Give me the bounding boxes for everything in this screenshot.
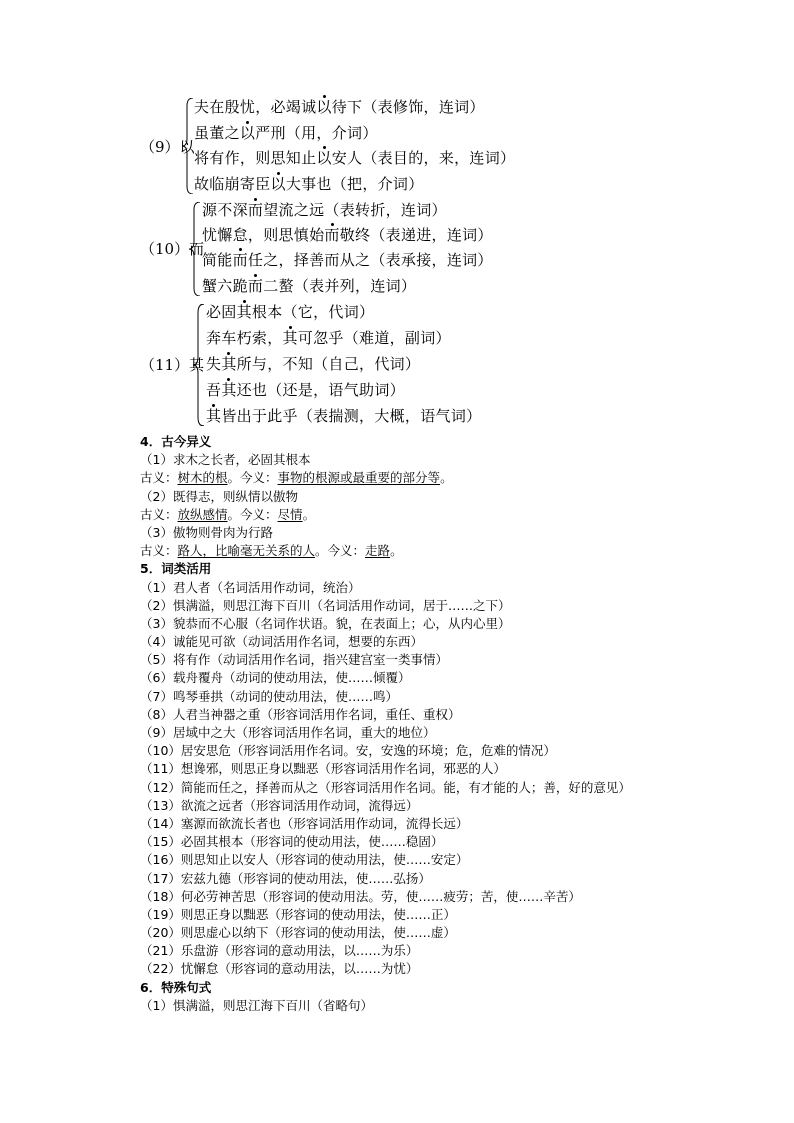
emphasis-mark: 而 [232, 251, 248, 269]
curly-brace-icon [193, 304, 205, 426]
list-item: （19）则思正身以黜恶（形容词的使动用法，使……正） [140, 906, 456, 922]
usage-line: 源不深而望流之远（表转折，连词） [202, 201, 447, 219]
list-item: （6）载舟覆舟（动词的使动用法，使……倾覆） [140, 670, 411, 686]
ancient-meaning: 路人，比喻毫无关系的人 [177, 543, 316, 559]
usage-line: 忧懈怠，则思慎始而敬终（表递进，连词） [202, 226, 493, 244]
list-item: （13）欲流之远者（形容词活用作动词，流得远） [140, 797, 419, 813]
group-label: （9）以 [140, 138, 195, 156]
emphasis-mark: 而 [324, 226, 340, 244]
usage-line: 夫在殷忧，必竭诚以待下（表修饰，连词） [194, 98, 485, 116]
list-item: （7）鸣琴垂拱（动词的使动用法，使……鸣） [140, 688, 398, 704]
emphasis-mark: 而 [247, 277, 264, 295]
list-item: （22）忧懈怠（形容词的意动用法，以……为忧） [140, 961, 419, 977]
ancient-meaning: 放纵感情 [177, 506, 228, 522]
section-heading-ancient-modern: 4．古今异义 [140, 434, 212, 449]
usage-line: 故临崩寄臣以大事也（把，介词） [194, 175, 424, 193]
section-heading-special-sentences: 6．特殊句式 [140, 979, 212, 995]
usage-line: 简能而任之，择善而从之（表承接，连词） [202, 251, 493, 269]
modern-meaning: 事物的根源或最重要的部分等 [277, 470, 441, 486]
meaning-line: 古义：路人，比喻毫无关系的人。今义：走路。 [140, 543, 403, 559]
list-item: （16）则思知止以安人（形容词的使动用法，使……安定） [140, 852, 469, 868]
list-item: （20）则思虚心以纳下（形容词的使动用法，使……虚） [140, 925, 456, 941]
usage-group-qi [0, 302, 794, 432]
usage-line: 必固其根本（它，代词） [206, 303, 375, 321]
list-item: （1）惧满溢，则思江海下百川（省略句） [140, 997, 373, 1013]
list-item: （4）诚能见可欲（动词活用作名词，想要的东西） [140, 634, 423, 650]
ancient-meaning: 树木的根 [177, 470, 228, 486]
prose-sections [140, 433, 780, 1015]
usage-line: 奔车朽索，其可忽乎（难道，副词） [206, 329, 451, 347]
list-item: （15）必固其根本（形容词的使动用法，使……稳固） [140, 834, 444, 850]
emphasis-mark: 其 [221, 381, 237, 399]
section-heading-word-class: 5．词类活用 [140, 561, 212, 577]
list-item: （5）将有作（动词活用作名词，指兴建宫室一类事情） [140, 652, 448, 668]
group-label: （10）而 [140, 240, 205, 258]
group-label: （11）其 [140, 356, 205, 374]
emphasis-mark: 其 [236, 303, 252, 321]
curly-brace-icon [182, 98, 194, 194]
list-item: （21）乐盘游（形容词的意动用法，以……为乐） [140, 943, 419, 959]
example-sentence: （2）既得志，则纵情以傲物 [140, 488, 298, 504]
list-item: （3）貌恭而不心服（名词作状语。貌，在表面上；心，从内心里） [140, 615, 511, 631]
curly-brace-icon [189, 202, 201, 296]
meaning-line: 古义：放纵感情。今义：尽情。 [140, 506, 316, 522]
emphasis-mark: 而 [247, 201, 264, 219]
list-item: （18）何必劳神苦思（形容词的使动用法。劳，使……疲劳；苦，使……辛苦） [140, 888, 581, 904]
usage-group-yi [0, 96, 794, 200]
list-item: （8）人君当神器之重（形容词活用作名词，重任、重权） [140, 706, 461, 722]
list-item: （1）君人者（名词活用作动词，统治） [140, 579, 361, 595]
list-item: （2）惧满溢，则思江海下百川（名词活用作动词，居于……之下） [140, 597, 511, 613]
emphasis-mark: 以 [239, 124, 256, 142]
emphasis-mark: 以 [316, 98, 332, 116]
list-item: （11）想谗邪，则思正身以黜恶（形容词活用作名词，邪恶的人） [140, 761, 506, 777]
modern-meaning: 尽情 [277, 506, 303, 522]
meaning-line: 古义：树木的根。今义：事物的根源或最重要的部分等。 [140, 470, 453, 486]
list-item: （14）塞源而欲流长者也（形容词活用作动词，流得长远） [140, 815, 469, 831]
usage-line: 吾其还也（还是，语气助词） [206, 381, 405, 399]
list-item: （10）居安思危（形容词活用作名词。安，安逸的环境；危，危难的情况） [140, 743, 556, 759]
emphasis-mark: 其 [221, 355, 237, 373]
usage-line: 虽董之以严刑（用，介词） [194, 124, 378, 142]
usage-line: 蟹六跪而二螯（表并列，连词） [202, 277, 417, 295]
example-sentence: （1）求木之长者，必固其根本 [140, 452, 311, 468]
usage-line: 失其所与，不知（自己，代词） [206, 355, 421, 373]
emphasis-mark: 以 [316, 149, 332, 167]
example-sentence: （3）傲物则骨肉为行路 [140, 524, 273, 540]
emphasis-mark: 其 [282, 329, 298, 347]
emphasis-mark: 其 [206, 407, 222, 425]
list-item: （17）宏兹九德（形容词的使动用法，使……弘扬） [140, 870, 431, 886]
usage-line: 其皆出于此乎（表揣测，大概，语气词） [206, 407, 482, 425]
list-item: （9）居域中之大（形容词活用作名词，重大的地位） [140, 725, 436, 740]
modern-meaning: 走路 [365, 543, 391, 559]
emphasis-mark: 以 [270, 175, 286, 193]
list-item: （12）简能而任之，择善而从之（形容词活用作名词。能，有才能的人；善，好的意见） [140, 779, 631, 795]
usage-group-er [0, 200, 794, 302]
usage-line: 将有作，则思知止以安人（表目的，来，连词） [194, 149, 516, 167]
